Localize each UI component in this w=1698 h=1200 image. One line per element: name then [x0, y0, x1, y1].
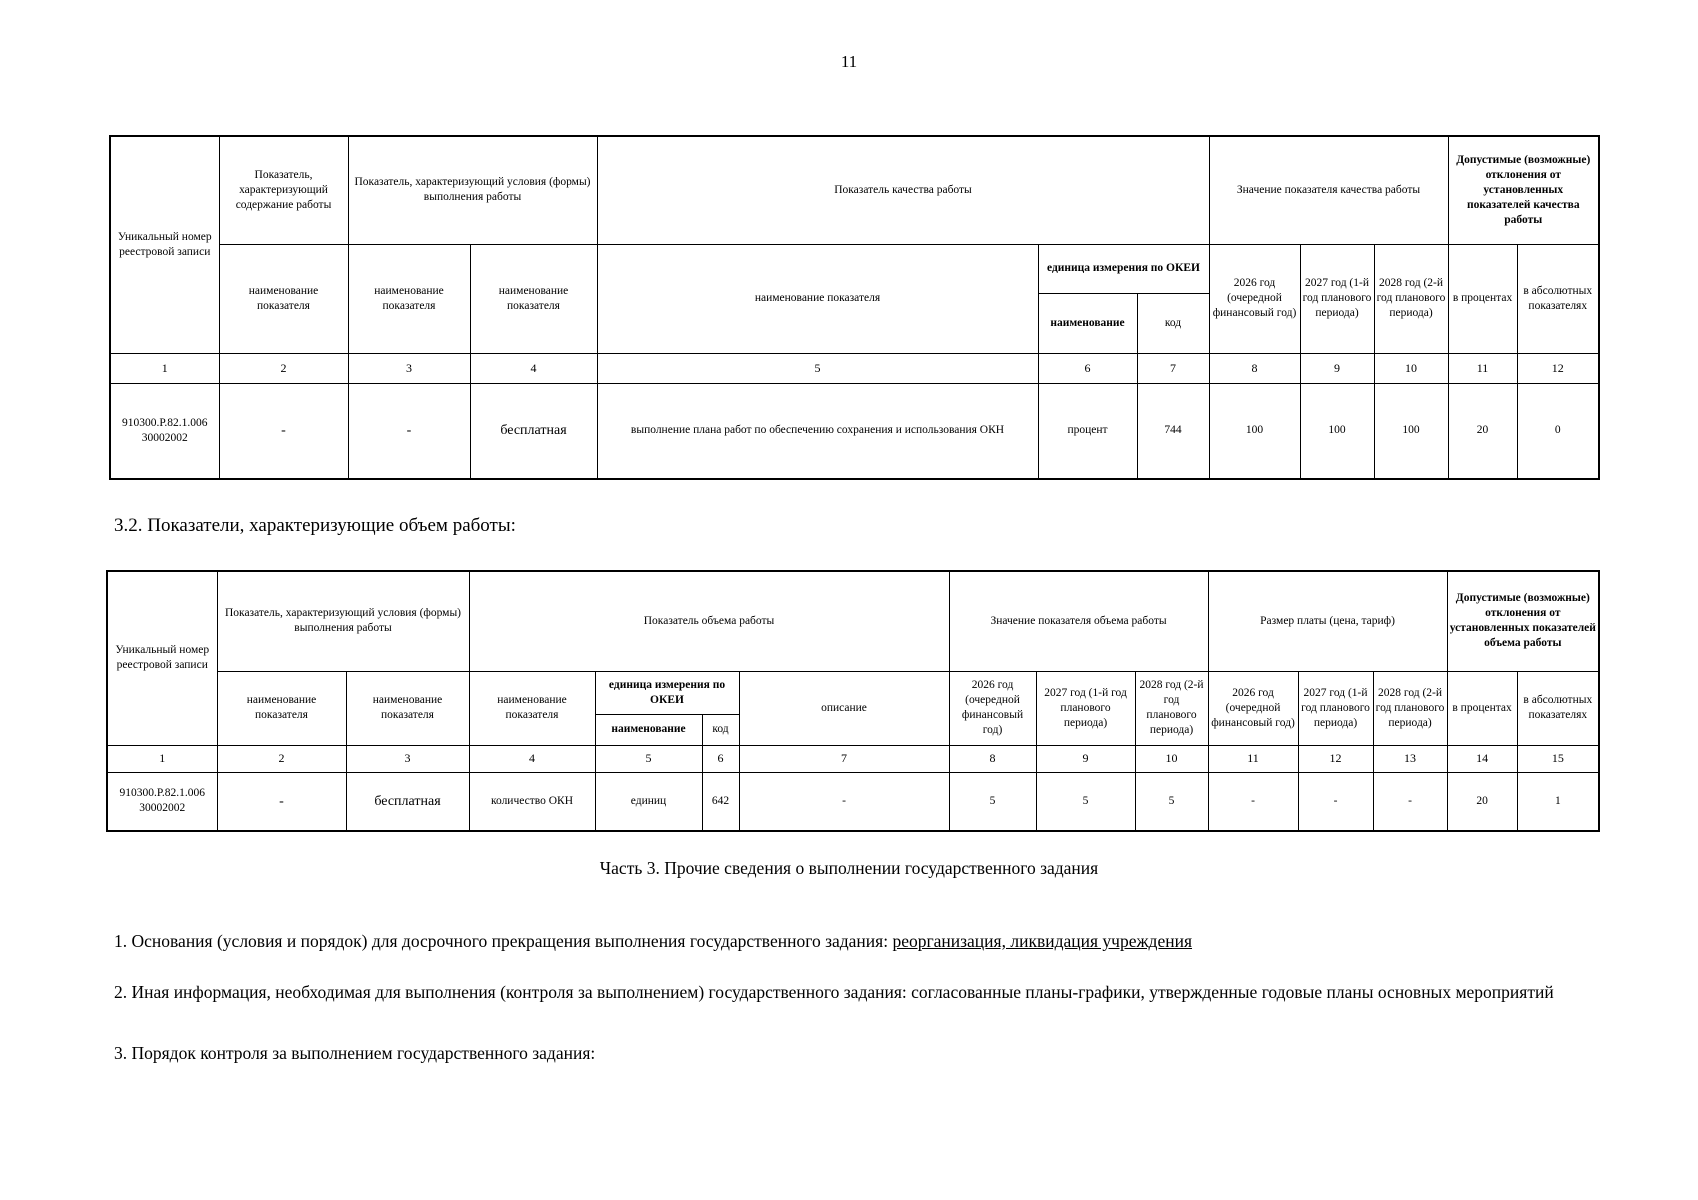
column-number: 7 — [1137, 353, 1209, 383]
column-number: 8 — [1209, 353, 1300, 383]
unit-name-cell: процент — [1038, 383, 1137, 479]
fee-2026-cell: - — [1208, 772, 1298, 831]
part-title: Часть 3. Прочие сведения о выполнении государственного задания — [599, 858, 1099, 878]
column-number: 15 — [1517, 745, 1599, 772]
header-quality-indicator: Показатель качества работы — [597, 136, 1209, 244]
column-number: 13 — [1373, 745, 1447, 772]
deviation-absolute-cell: 1 — [1517, 772, 1599, 831]
quality-indicators-table — [109, 135, 1600, 480]
column-number: 4 — [469, 745, 595, 772]
header-name-indicator: наименование показателя — [219, 244, 348, 353]
column-number: 8 — [949, 745, 1036, 772]
table-row — [107, 772, 1599, 831]
header-in-percent: в процентах — [1448, 244, 1517, 353]
value-2027-cell: 100 — [1300, 383, 1374, 479]
unit-code-cell: 744 — [1137, 383, 1209, 479]
header-conditions-indicator: Показатель, характеризующий условия (формы) выполнения работы — [217, 571, 469, 671]
paragraph-text: 1. Основания (условия и порядок) для досрочного прекращения выполнения государственного задания: — [114, 931, 893, 951]
description-cell: - — [739, 772, 949, 831]
column-number: 4 — [470, 353, 597, 383]
header-name-indicator: наименование показателя — [346, 671, 469, 745]
column-number: 6 — [702, 745, 739, 772]
header-year-2027: 2027 год (1-й год планового периода) — [1300, 244, 1374, 353]
deviation-percent-cell: 20 — [1447, 772, 1517, 831]
column-number: 11 — [1208, 745, 1298, 772]
header-in-absolute: в абсолютных показателях — [1517, 244, 1599, 353]
column-number: 9 — [1036, 745, 1135, 772]
header-conditions-indicator: Показатель, характеризующий условия (формы) выполнения работы — [348, 136, 597, 244]
column-number: 12 — [1298, 745, 1373, 772]
quality-indicator-name-cell: выполнение плана работ по обеспечению сохранения и использования ОКН — [597, 383, 1038, 479]
deviation-percent-cell: 20 — [1448, 383, 1517, 479]
header-description: описание — [739, 671, 949, 745]
column-number: 12 — [1517, 353, 1599, 383]
header-name-indicator: наименование показателя — [348, 244, 470, 353]
condition-indicator-cell: - — [348, 383, 470, 479]
header-name-indicator: наименование показателя — [470, 244, 597, 353]
condition-indicator-cell: бесплатная — [346, 772, 469, 831]
header-year-2026: 2026 год (очередной финансовый год) — [949, 671, 1036, 745]
header-name-indicator: наименование показателя — [217, 671, 346, 745]
header-fee-size: Размер платы (цена, тариф) — [1208, 571, 1447, 671]
column-number: 10 — [1374, 353, 1448, 383]
header-fee-year-2027: 2027 год (1-й год планового периода) — [1298, 671, 1373, 745]
header-fee-year-2028: 2028 год (2-й год планового периода) — [1373, 671, 1447, 745]
header-year-2027: 2027 год (1-й год планового периода) — [1036, 671, 1135, 745]
paragraph-other-information: 2. Иная информация, необходимая для выполнения (контроля за выполнением) государственного задания: согласованные планы-графики, утвержденные годовые планы основных мероприятий — [114, 982, 1554, 1002]
column-numbers-row — [110, 353, 1599, 383]
header-in-percent: в процентах — [1447, 671, 1517, 745]
column-number: 5 — [595, 745, 702, 772]
header-year-2026: 2026 год (очередной финансовый год) — [1209, 244, 1300, 353]
column-number: 2 — [217, 745, 346, 772]
column-number: 7 — [739, 745, 949, 772]
header-okei-unit: единица измерения по ОКЕИ — [1038, 244, 1209, 293]
registry-number-cell: 910300.Р.82.1.006 30002002 — [110, 383, 219, 479]
value-2026-cell: 5 — [949, 772, 1036, 831]
column-number: 2 — [219, 353, 348, 383]
fee-2027-cell: - — [1298, 772, 1373, 831]
header-allowed-deviation: Допустимые (возможные) отклонения от установленных показателей качества работы — [1448, 136, 1599, 244]
value-2026-cell: 100 — [1209, 383, 1300, 479]
registry-number-cell: 910300.Р.82.1.006 30002002 — [107, 772, 217, 831]
column-number: 14 — [1447, 745, 1517, 772]
column-number: 9 — [1300, 353, 1374, 383]
column-number: 6 — [1038, 353, 1137, 383]
volume-indicator-name-cell: количество ОКН — [469, 772, 595, 831]
header-okei-unit: единица измерения по ОКЕИ — [595, 671, 739, 714]
page-number: 11 — [840, 52, 858, 71]
header-unique-number: Уникальный номер реестровой записи — [107, 571, 217, 745]
header-unique-number: Уникальный номер реестровой записи — [110, 136, 219, 353]
value-2027-cell: 5 — [1036, 772, 1135, 831]
termination-grounds: реорганизация, ликвидация учреждения — [892, 931, 1193, 951]
deviation-absolute-cell: 0 — [1517, 383, 1599, 479]
column-number: 1 — [107, 745, 217, 772]
header-volume-value: Значение показателя объема работы — [949, 571, 1208, 671]
paragraph-control-procedure: 3. Порядок контроля за выполнением государственного задания: — [114, 1043, 596, 1063]
column-numbers-row — [107, 745, 1599, 772]
unit-code-cell: 642 — [702, 772, 739, 831]
header-allowed-deviation: Допустимые (возможные) отклонения от установленных показателей объема работы — [1447, 571, 1599, 671]
column-number: 11 — [1448, 353, 1517, 383]
condition-indicator-cell: - — [217, 772, 346, 831]
header-name-indicator: наименование показателя — [469, 671, 595, 745]
value-2028-cell: 100 — [1374, 383, 1448, 479]
column-number: 3 — [348, 353, 470, 383]
condition-indicator-cell: бесплатная — [470, 383, 597, 479]
header-unit-name: наименование — [595, 714, 702, 745]
column-number: 1 — [110, 353, 219, 383]
header-name-indicator: наименование показателя — [597, 244, 1038, 353]
section-title: 3.2. Показатели, характеризующие объем работы: — [114, 515, 516, 536]
volume-indicators-table — [106, 570, 1600, 832]
column-number: 5 — [597, 353, 1038, 383]
unit-name-cell: единиц — [595, 772, 702, 831]
header-volume-indicator: Показатель объема работы — [469, 571, 949, 671]
header-unit-code: код — [702, 714, 739, 745]
paragraph-early-termination — [114, 928, 1574, 955]
table-row — [110, 383, 1599, 479]
header-unit-code: код — [1137, 293, 1209, 353]
column-number: 10 — [1135, 745, 1208, 772]
value-2028-cell: 5 — [1135, 772, 1208, 831]
header-fee-year-2026: 2026 год (очередной финансовый год) — [1208, 671, 1298, 745]
fee-2028-cell: - — [1373, 772, 1447, 831]
header-year-2028: 2028 год (2-й год планового периода) — [1135, 671, 1208, 745]
column-number: 3 — [346, 745, 469, 772]
header-in-absolute: в абсолютных показателях — [1517, 671, 1599, 745]
content-indicator-cell: - — [219, 383, 348, 479]
header-quality-value: Значение показателя качества работы — [1209, 136, 1448, 244]
header-year-2028: 2028 год (2-й год планового периода) — [1374, 244, 1448, 353]
header-unit-name: наименование — [1038, 293, 1137, 353]
header-content-indicator: Показатель, характеризующий содержание работы — [219, 136, 348, 244]
